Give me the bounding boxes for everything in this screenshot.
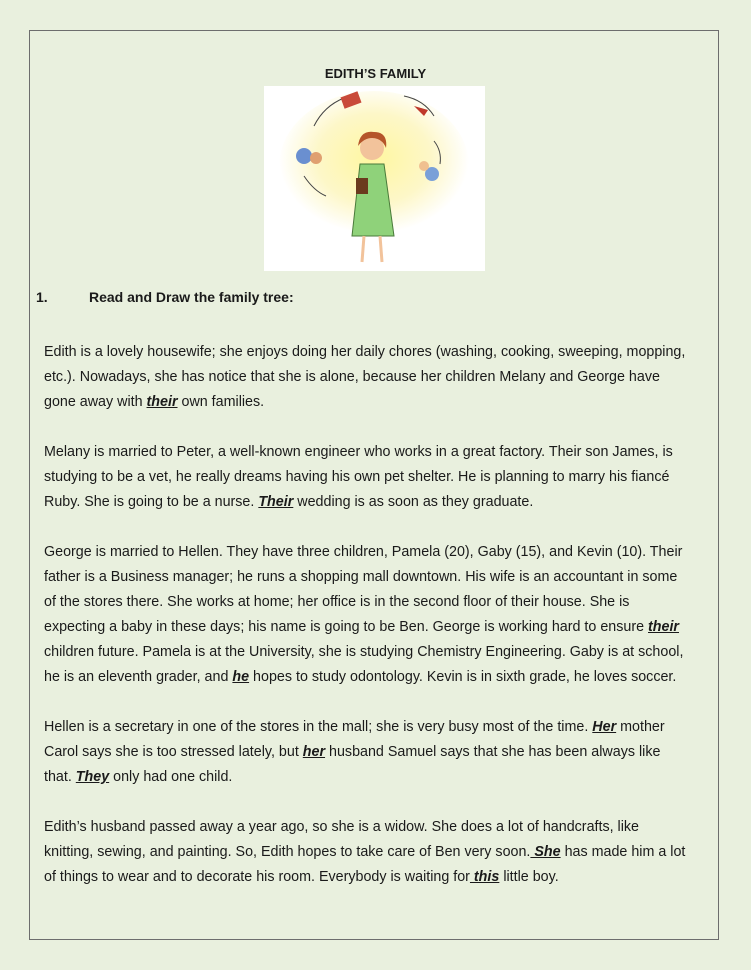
text-segment: gone away with	[44, 394, 147, 410]
text-line	[44, 665, 714, 690]
paragraph	[44, 815, 714, 890]
text-line	[44, 615, 714, 640]
text-line	[44, 715, 714, 740]
text-line	[44, 340, 714, 365]
paragraph	[44, 715, 714, 790]
text-segment: of things to wear and to decorate his room. Everybody is waiting for	[44, 869, 470, 885]
text-segment: expecting a baby in these days; his name is going to be Ben. George is working hard to ensure	[44, 619, 649, 635]
section-heading-text: Read and Draw the family tree:	[89, 289, 294, 305]
paragraph	[44, 440, 714, 515]
text-segment: of the stores there. She works at home; her office is in the second floor of their house. She is	[44, 594, 630, 610]
text-segment: Melany is married to Peter, a well-known engineer who works in a great factory. Their son James, is	[44, 444, 673, 460]
text-segment: mother	[616, 719, 665, 735]
text-line	[44, 565, 714, 590]
text-segment: Ruby. She is going to be a nurse.	[44, 494, 259, 510]
highlighted-pronoun: he	[232, 669, 250, 685]
text-line	[44, 365, 714, 390]
text-segment: own families.	[177, 394, 265, 410]
text-line	[44, 815, 714, 840]
highlighted-pronoun: She	[530, 844, 561, 860]
section-heading	[36, 289, 294, 305]
text-segment: father is a Business manager; he runs a shopping mall downtown. His wife is an accountant in some	[44, 569, 678, 585]
text-segment: George is married to Hellen. They have three children, Pamela (20), Gaby (15), and Kevin (10). Their	[44, 544, 683, 560]
paragraph	[44, 540, 714, 690]
paragraph	[44, 340, 714, 415]
text-segment: he is an eleventh grader, and	[44, 669, 233, 685]
text-line	[44, 640, 714, 665]
text-segment: children future. Pamela is at the University, she is studying Chemistry Engineering. Gaby is at school,	[44, 644, 684, 660]
text-segment: little boy.	[499, 869, 559, 885]
text-line	[44, 490, 714, 515]
text-line	[44, 440, 714, 465]
text-line	[44, 765, 714, 790]
text-segment: knitting, sewing, and painting. So, Edith hopes to take care of Ben very soon.	[44, 844, 531, 860]
highlighted-pronoun: her	[302, 744, 326, 760]
text-segment: that.	[44, 769, 76, 785]
highlighted-pronoun: Their	[258, 494, 294, 510]
edith-illustration	[264, 86, 485, 271]
highlighted-pronoun: They	[75, 769, 110, 785]
text-line	[44, 840, 714, 865]
text-segment: etc.). Nowadays, she has notice that she is alone, because her children Melany and George have	[44, 369, 660, 385]
text-segment: has made him a lot	[560, 844, 686, 860]
text-segment: Carol says she is too stressed lately, but	[44, 744, 303, 760]
text-line	[44, 465, 714, 490]
document-title: EDITH’S FAMILY	[324, 66, 427, 81]
highlighted-pronoun: their	[648, 619, 679, 635]
text-line	[44, 390, 714, 415]
text-segment: husband Samuel says that she has been always like	[325, 744, 661, 760]
text-segment: wedding is as soon as they graduate.	[293, 494, 534, 510]
section-number: 1.	[36, 289, 48, 305]
text-segment: studying to be a vet, he really dreams having his own pet shelter. He is planning to marry his fiancé	[44, 469, 670, 485]
text-line	[44, 740, 714, 765]
text-segment: hopes to study odontology. Kevin is in sixth grade, he loves soccer.	[249, 669, 677, 685]
text-line	[44, 540, 714, 565]
highlighted-pronoun: their	[146, 394, 178, 410]
highlighted-pronoun: this	[469, 869, 500, 885]
text-segment: Hellen is a secretary in one of the stores in the mall; she is very busy most of the time.	[44, 719, 593, 735]
text-line	[44, 590, 714, 615]
story-text	[44, 340, 714, 915]
text-segment: Edith is a lovely housewife; she enjoys doing her daily chores (washing, cooking, sweeping, mopping,	[44, 344, 686, 360]
text-segment: Edith’s husband passed away a year ago, so she is a widow. She does a lot of handcrafts, like	[44, 819, 640, 835]
text-segment: only had one child.	[109, 769, 233, 785]
highlighted-pronoun: Her	[592, 719, 617, 735]
text-line	[44, 865, 714, 890]
